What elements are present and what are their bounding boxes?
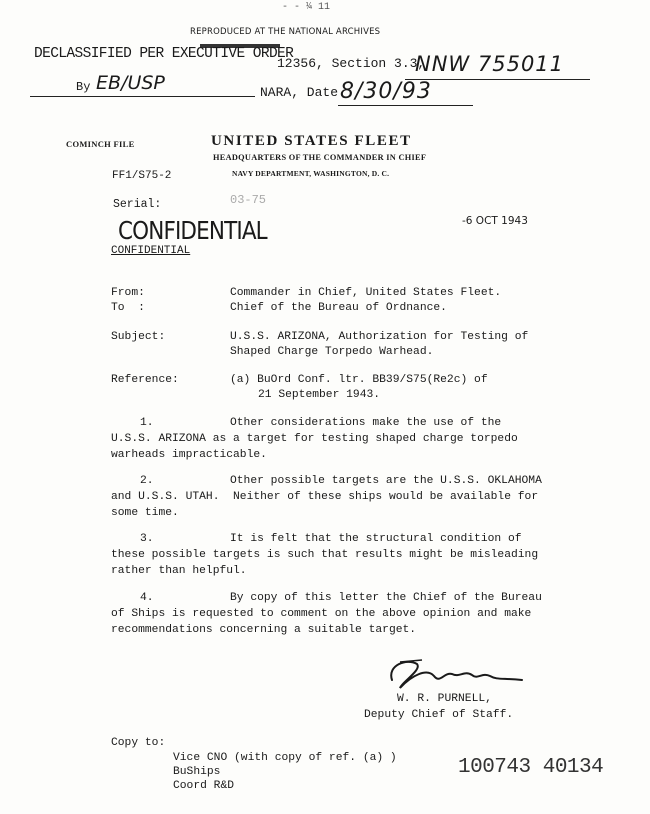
reproduced-stamp: REPRODUCED AT THE NATIONAL ARCHIVES: [190, 27, 381, 37]
date-handwritten: 8/30/93: [340, 79, 432, 104]
copy-to-item: Vice CNO (with copy of ref. (a) ): [173, 752, 397, 764]
date-underline: [338, 105, 473, 106]
from-value: Commander in Chief, United States Fleet.: [230, 287, 502, 299]
paragraph-number: 1.: [140, 417, 154, 429]
paragraph-number: 2.: [140, 475, 154, 487]
letterhead-title: UNITED STATES FLEET: [211, 133, 412, 149]
authority-underline: [405, 79, 590, 80]
by-label: By: [76, 80, 91, 94]
order-number: 12356, Section 3.3,: [277, 56, 426, 71]
paragraph-first-line: It is felt that the structural condition of: [230, 533, 522, 545]
from-label: From:: [111, 287, 145, 299]
reference-line-2: 21 September 1943.: [258, 389, 381, 401]
confidential-stamp: CONFIDENTIAL: [118, 216, 267, 245]
paragraph-first-line: Other considerations make the use of the: [230, 417, 502, 429]
to-value: Chief of the Bureau of Ordnance.: [230, 302, 447, 314]
by-underline: [30, 96, 255, 97]
file-reference: FF1/S75-2: [112, 170, 172, 182]
paragraph-number: 3.: [140, 533, 154, 545]
serial-value: 03-75: [230, 193, 267, 207]
letter-date: -6 OCT 1943: [462, 215, 528, 227]
document-number: 100743 40134: [458, 756, 604, 779]
paragraph-number: 4.: [140, 592, 154, 604]
reference-line-1: (a) BuOrd Conf. ltr. BB39/S75(Re2c) of: [230, 374, 488, 386]
subject-line-2: Shaped Charge Torpedo Warhead.: [230, 346, 434, 358]
page-mark: - - ¼ 11: [282, 2, 331, 13]
copy-to-label: Copy to:: [111, 737, 166, 749]
subject-label: Subject:: [111, 331, 166, 343]
authority-handwritten: NNW 755011: [415, 52, 565, 76]
paragraph-first-line: By copy of this letter the Chief of the Bureau: [230, 592, 542, 604]
paragraph-body: U.S.S. ARIZONA as a target for testing shaped charge torpedo warheads impracticable.: [111, 433, 518, 461]
letterhead-subtitle: HEADQUARTERS OF THE COMMANDER IN CHIEF: [213, 153, 427, 162]
to-label: To :: [111, 302, 145, 314]
confidential-typed: CONFIDENTIAL: [111, 245, 191, 257]
nara-date-label: NARA, Date: [260, 85, 339, 100]
paragraph-body: of Ships is requested to comment on the above opinion and make recommendations concerning a suitable target.: [111, 608, 532, 636]
serial-label: Serial:: [113, 198, 162, 211]
by-handwritten: EB/USP: [96, 72, 165, 94]
paragraph-body: and U.S.S. UTAH. Neither of these ships would be available for some time.: [111, 491, 539, 519]
paragraph-body: these possible targets is such that results might be misleading rather than helpful.: [111, 549, 539, 577]
reference-label: Reference:: [111, 374, 179, 386]
signer-title: Deputy Chief of Staff.: [364, 709, 514, 721]
letterhead-department: NAVY DEPARTMENT, WASHINGTON, D. C.: [232, 169, 390, 178]
signer-name: W. R. PURNELL,: [397, 693, 492, 705]
declassified-label: DECLASSIFIED PER EXECUTIVE ORDER: [34, 46, 294, 62]
cominch-file: COMINCH FILE: [66, 139, 135, 149]
copy-to-item: BuShips: [173, 766, 221, 778]
subject-line-1: U.S.S. ARIZONA, Authorization for Testing of: [230, 331, 529, 343]
copy-to-item: Coord R&D: [173, 780, 235, 792]
paragraph-first-line: Other possible targets are the U.S.S. OKLAHOMA: [230, 475, 542, 487]
